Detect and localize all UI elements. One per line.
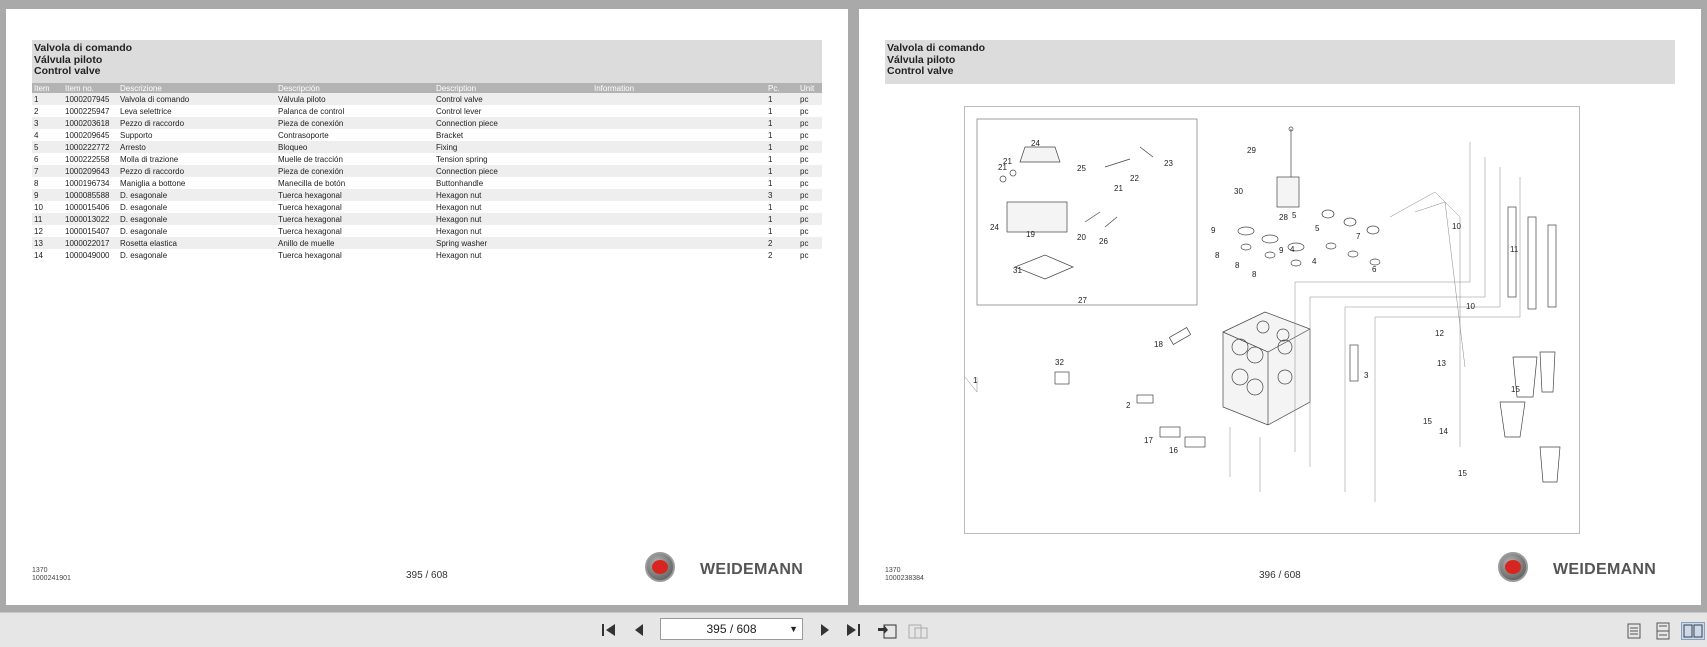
page-header	[32, 40, 822, 84]
cell-item-no: 1000049000	[63, 249, 118, 261]
cell-descrizione: Maniglia a bottone	[118, 177, 276, 189]
cell-item-no: 1000203618	[63, 117, 118, 129]
page-header	[885, 40, 1675, 84]
cell-item-no: 1000209643	[63, 165, 118, 177]
cell-unit: pc	[798, 141, 822, 153]
cell-descrizione: Valvola di comando	[118, 93, 276, 105]
cell-item: 12	[32, 225, 63, 237]
diagram-page	[859, 9, 1701, 605]
table-row	[32, 213, 822, 225]
cell-information	[592, 93, 766, 105]
cell-descripcion: Palanca de control	[276, 105, 434, 117]
callout-label: 19	[1026, 230, 1035, 239]
callout-label: 3	[1364, 371, 1369, 380]
cell-unit: pc	[798, 177, 822, 189]
cell-unit: pc	[798, 165, 822, 177]
exploded-view-drawing	[964, 106, 1580, 534]
callout-label: 5	[1292, 211, 1297, 220]
title-spanish: Válvula piloto	[887, 53, 956, 66]
callout-label: 20	[1077, 233, 1086, 242]
callout-label: 18	[1154, 340, 1163, 349]
col-header-item: Item	[32, 83, 63, 93]
title-english: Control valve	[887, 65, 954, 77]
callout-label: 22	[1130, 174, 1139, 183]
cell-pc: 1	[766, 165, 798, 177]
cell-pc: 2	[766, 249, 798, 261]
cell-unit: pc	[798, 153, 822, 165]
col-header-descrizione: Descrizione	[118, 83, 276, 93]
callout-label: 16	[1169, 446, 1178, 455]
footer-code	[32, 567, 71, 583]
cell-description: Bracket	[434, 129, 592, 141]
callout-label: 14	[1439, 427, 1448, 436]
cell-descripcion: Tuerca hexagonal	[276, 249, 434, 261]
cell-item: 4	[32, 129, 63, 141]
cell-descrizione: Pezzo di raccordo	[118, 165, 276, 177]
callout-label: 25	[1077, 164, 1086, 173]
cell-descrizione: Pezzo di raccordo	[118, 117, 276, 129]
callout-label: 27	[1078, 296, 1087, 305]
cell-unit: pc	[798, 105, 822, 117]
cell-unit: pc	[798, 129, 822, 141]
cell-unit: pc	[798, 213, 822, 225]
callout-label: 2	[1126, 401, 1131, 410]
table-row	[32, 93, 822, 105]
footer-code-line: 1370	[885, 567, 901, 574]
callout-label: 32	[1055, 358, 1064, 367]
table-row	[32, 105, 822, 117]
title-italian: Valvola di comando	[887, 42, 986, 54]
callout-label: 15	[1423, 417, 1432, 426]
title-english: Control valve	[34, 65, 101, 77]
cell-information	[592, 213, 766, 225]
single-page-view-icon[interactable]	[1623, 622, 1645, 640]
cell-descrizione: D. esagonale	[118, 201, 276, 213]
callout-label: 10	[1452, 222, 1461, 231]
cell-descripcion: Bloqueo	[276, 141, 434, 153]
cell-description: Control valve	[434, 93, 592, 105]
cell-item: 13	[32, 237, 63, 249]
cell-item: 5	[32, 141, 63, 153]
callout-label: 30	[1234, 187, 1243, 196]
callout-label: 12	[1435, 329, 1444, 338]
cell-pc: 1	[766, 201, 798, 213]
cell-item: 1	[32, 93, 63, 105]
cell-description: Hexagon nut	[434, 201, 592, 213]
cell-descrizione: D. esagonale	[118, 189, 276, 201]
callout-label: 24	[1031, 139, 1040, 148]
cell-pc: 2	[766, 237, 798, 249]
callout-label: 4	[1290, 245, 1295, 254]
cell-descripcion: Tuerca hexagonal	[276, 213, 434, 225]
cell-descrizione: Arresto	[118, 141, 276, 153]
cell-descripcion: Válvula piloto	[276, 93, 434, 105]
cell-item: 10	[32, 201, 63, 213]
callout-label: 5	[1315, 224, 1320, 233]
cell-pc: 1	[766, 117, 798, 129]
callout-label: 21	[1114, 184, 1123, 193]
page-number-value: 395 / 608	[706, 622, 757, 636]
cell-information	[592, 225, 766, 237]
cell-descripcion: Anillo de muelle	[276, 237, 434, 249]
go-back-icon[interactable]	[875, 622, 899, 640]
table-row	[32, 153, 822, 165]
title-spanish: Válvula piloto	[34, 53, 103, 66]
chevron-down-icon: ▼	[789, 624, 798, 634]
cell-descripcion: Tuerca hexagonal	[276, 189, 434, 201]
callout-label: 31	[1013, 266, 1022, 275]
table-header-row	[32, 83, 822, 93]
cell-description: Hexagon nut	[434, 225, 592, 237]
cell-descripcion: Manecilla de botón	[276, 177, 434, 189]
cell-information	[592, 165, 766, 177]
col-header-description: Description	[434, 83, 592, 93]
cell-pc: 1	[766, 141, 798, 153]
continuous-view-icon[interactable]	[1652, 622, 1674, 640]
cell-item-no: 1000225947	[63, 105, 118, 117]
first-page-icon[interactable]	[598, 622, 620, 640]
table-row	[32, 165, 822, 177]
cell-descrizione: D. esagonale	[118, 225, 276, 237]
callout-label: 15	[1458, 469, 1467, 478]
footer-code	[885, 567, 924, 583]
cell-pc: 1	[766, 105, 798, 117]
parts-table-body	[32, 93, 822, 261]
two-page-view-icon[interactable]	[1681, 622, 1705, 640]
callout-label: 26	[1099, 237, 1108, 246]
cell-pc: 1	[766, 213, 798, 225]
cell-pc: 1	[766, 225, 798, 237]
cell-information	[592, 117, 766, 129]
cell-information	[592, 153, 766, 165]
cell-pc: 1	[766, 129, 798, 141]
cell-information	[592, 129, 766, 141]
last-page-icon[interactable]	[842, 622, 864, 640]
cell-information	[592, 249, 766, 261]
callout-label: 8	[1252, 270, 1257, 279]
col-header-unit: Unit	[798, 83, 822, 93]
callout-label: 24	[990, 223, 999, 232]
callout-label: 21	[1003, 157, 1012, 166]
cell-information	[592, 237, 766, 249]
cell-description: Hexagon nut	[434, 189, 592, 201]
cell-unit: pc	[798, 201, 822, 213]
go-forward-icon[interactable]	[906, 622, 930, 640]
cell-description: Tension spring	[434, 153, 592, 165]
cell-item-no: 1000196734	[63, 177, 118, 189]
footer-code-line: 1000238384	[885, 575, 924, 582]
cell-descrizione: Supporto	[118, 129, 276, 141]
callout-label: 8	[1235, 261, 1240, 270]
cell-information	[592, 189, 766, 201]
cell-item-no: 1000222558	[63, 153, 118, 165]
cell-item: 6	[32, 153, 63, 165]
next-page-icon[interactable]	[814, 622, 836, 640]
cell-descripcion: Tuerca hexagonal	[276, 225, 434, 237]
col-header-descripcion: Descripción	[276, 83, 434, 93]
footer-code-line: 1370	[32, 567, 48, 574]
cell-item-no: 1000015407	[63, 225, 118, 237]
cell-descripcion: Tuerca hexagonal	[276, 201, 434, 213]
cell-item: 3	[32, 117, 63, 129]
weidemann-logo-icon	[1498, 552, 1528, 582]
cell-information	[592, 201, 766, 213]
page-number: 396 / 608	[1259, 570, 1301, 581]
cell-item: 11	[32, 213, 63, 225]
control-valve-drawing	[965, 107, 1579, 533]
cell-descrizione: D. esagonale	[118, 249, 276, 261]
cell-item-no: 1000022017	[63, 237, 118, 249]
col-header-information: Information	[592, 83, 766, 93]
cell-descripcion: Contrasoporte	[276, 129, 434, 141]
callout-label: 9	[1279, 246, 1284, 255]
callout-label: 11	[1510, 245, 1519, 254]
table-row	[32, 249, 822, 261]
cell-description: Connection piece	[434, 117, 592, 129]
cell-item-no: 1000015406	[63, 201, 118, 213]
cell-description: Control lever	[434, 105, 592, 117]
cell-pc: 1	[766, 93, 798, 105]
table-row	[32, 189, 822, 201]
parts-table	[32, 83, 822, 261]
cell-descripcion: Pieza de conexión	[276, 165, 434, 177]
callout-label: 7	[1356, 232, 1361, 241]
parts-list-page	[6, 9, 848, 605]
callout-label: 10	[1466, 302, 1475, 311]
cell-description: Connection piece	[434, 165, 592, 177]
cell-information	[592, 105, 766, 117]
callout-label: 17	[1144, 436, 1153, 445]
viewer-toolbar	[0, 612, 1707, 647]
callout-label: 8	[1215, 251, 1220, 260]
callout-label: 6	[1372, 265, 1377, 274]
callout-label: 13	[1437, 359, 1446, 368]
col-header-pc: Pc.	[766, 83, 798, 93]
cell-information	[592, 141, 766, 153]
callout-label: 1	[973, 376, 978, 385]
page-number: 395 / 608	[406, 570, 448, 581]
footer-code-line: 1000241901	[32, 575, 71, 582]
cell-item: 14	[32, 249, 63, 261]
cell-unit: pc	[798, 249, 822, 261]
cell-description: Buttonhandle	[434, 177, 592, 189]
cell-item-no: 1000222772	[63, 141, 118, 153]
prev-page-icon[interactable]	[628, 622, 650, 640]
cell-item: 9	[32, 189, 63, 201]
cell-information	[592, 177, 766, 189]
cell-item: 2	[32, 105, 63, 117]
cell-unit: pc	[798, 93, 822, 105]
cell-description: Hexagon nut	[434, 213, 592, 225]
cell-unit: pc	[798, 117, 822, 129]
brand-name: WEIDEMANN	[1553, 561, 1657, 578]
cell-descrizione: Molla di trazione	[118, 153, 276, 165]
cell-item-no: 1000013022	[63, 213, 118, 225]
cell-descrizione: Leva selettrice	[118, 105, 276, 117]
callout-label: 29	[1247, 146, 1256, 155]
cell-unit: pc	[798, 225, 822, 237]
cell-description: Fixing	[434, 141, 592, 153]
callout-label: 9	[1211, 226, 1216, 235]
cell-description: Spring washer	[434, 237, 592, 249]
cell-description: Hexagon nut	[434, 249, 592, 261]
cell-descrizione: D. esagonale	[118, 213, 276, 225]
table-row	[32, 141, 822, 153]
brand-name: WEIDEMANN	[700, 561, 804, 578]
cell-pc: 3	[766, 189, 798, 201]
callout-label: 15	[1511, 385, 1520, 394]
cell-unit: pc	[798, 189, 822, 201]
cell-item-no: 1000209645	[63, 129, 118, 141]
table-row	[32, 237, 822, 249]
callout-label: 21	[998, 163, 1007, 172]
cell-pc: 1	[766, 177, 798, 189]
table-row	[32, 117, 822, 129]
cell-descrizione: Rosetta elastica	[118, 237, 276, 249]
cell-item-no: 1000085588	[63, 189, 118, 201]
callout-label: 4	[1312, 257, 1317, 266]
table-row	[32, 225, 822, 237]
callout-labels	[973, 139, 1520, 478]
cell-item-no: 1000207945	[63, 93, 118, 105]
title-italian: Valvola di comando	[34, 42, 133, 54]
cell-item: 8	[32, 177, 63, 189]
table-row	[32, 177, 822, 189]
cell-unit: pc	[798, 237, 822, 249]
cell-descripcion: Pieza de conexión	[276, 117, 434, 129]
cell-descripcion: Muelle de tracción	[276, 153, 434, 165]
page-number-select[interactable]	[660, 618, 803, 640]
callout-label: 28	[1279, 213, 1288, 222]
cell-item: 7	[32, 165, 63, 177]
weidemann-logo-icon	[645, 552, 675, 582]
cell-pc: 1	[766, 153, 798, 165]
table-row	[32, 201, 822, 213]
table-row	[32, 129, 822, 141]
col-header-item-no: Item no.	[63, 83, 118, 93]
callout-label: 23	[1164, 159, 1173, 168]
